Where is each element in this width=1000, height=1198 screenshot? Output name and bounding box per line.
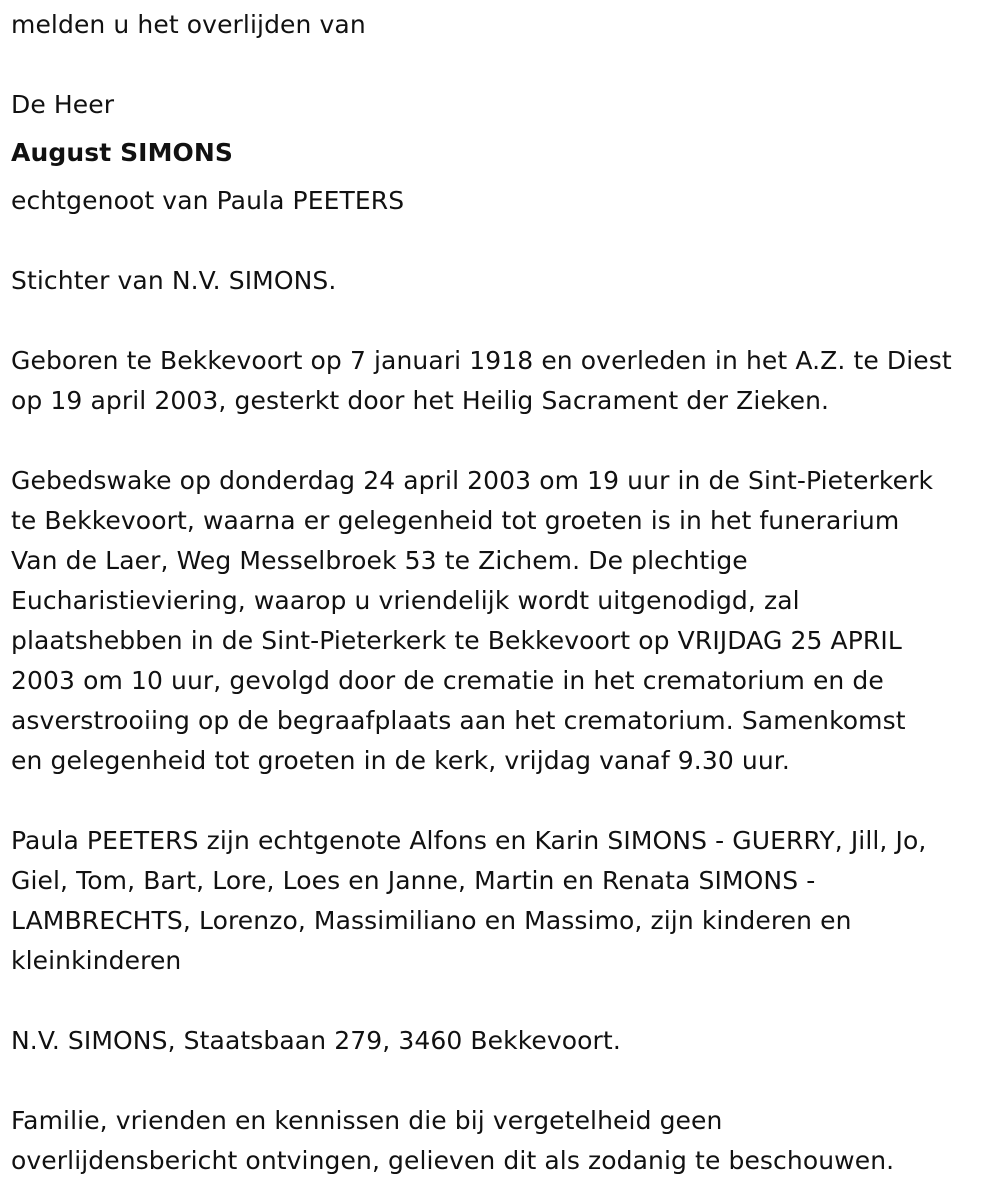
family-paragraph: [11, 821, 926, 981]
paragraph-line: plaatshebben in de Sint-Pieterkerk te Bekkevoort op VRIJDAG 25 APRIL: [11, 626, 902, 655]
deceased-name: August SIMONS: [11, 138, 234, 167]
closing-paragraph: [11, 1101, 894, 1181]
ceremony-paragraph: [11, 461, 933, 781]
paragraph-line: Van de Laer, Weg Messelbroek 53 te Zichem. De plechtige: [11, 546, 748, 575]
paragraph-line: asverstrooiing op de begraafplaats aan het crematorium. Samenkomst: [11, 706, 906, 735]
paragraph-line: Geboren te Bekkevoort op 7 januari 1918 en overleden in het A.Z. te Diest: [11, 346, 952, 375]
paragraph-line: Giel, Tom, Bart, Lore, Loes en Janne, Martin en Renata SIMONS -: [11, 866, 816, 895]
paragraph-line: LAMBRECHTS, Lorenzo, Massimiliano en Massimo, zijn kinderen en: [11, 906, 852, 935]
address-line: N.V. SIMONS, Staatsbaan 279, 3460 Bekkevoort.: [11, 1026, 621, 1055]
paragraph-line: te Bekkevoort, waarna er gelegenheid tot groeten is in het funerarium: [11, 506, 900, 535]
paragraph-line: Paula PEETERS zijn echtgenote Alfons en Karin SIMONS - GUERRY, Jill, Jo,: [11, 826, 927, 855]
paragraph-line: Gebedswake op donderdag 24 april 2003 om 19 uur in de Sint-Pieterkerk: [11, 466, 934, 495]
birth-death-paragraph: [11, 341, 952, 421]
intro-text: melden u het overlijden van: [11, 10, 366, 39]
paragraph-line: kleinkinderen: [11, 946, 182, 975]
paragraph-line: en gelegenheid tot groeten in de kerk, vrijdag vanaf 9.30 uur.: [11, 746, 790, 775]
paragraph-line: overlijdensbericht ontvingen, gelieven dit als zodanig te beschouwen.: [11, 1146, 895, 1175]
paragraph-line: Familie, vrienden en kennissen die bij vergetelheid geen: [11, 1106, 723, 1135]
honorific-title: De Heer: [11, 90, 115, 119]
paragraph-line: 2003 om 10 uur, gevolgd door de crematie in het crematorium en de: [11, 666, 884, 695]
paragraph-line: op 19 april 2003, gesterkt door het Heilig Sacrament der Zieken.: [11, 386, 830, 415]
paragraph-line: Eucharistieviering, waarop u vriendelijk wordt uitgenodigd, zal: [11, 586, 800, 615]
founder-line: Stichter van N.V. SIMONS.: [11, 266, 337, 295]
spouse-line: echtgenoot van Paula PEETERS: [11, 186, 405, 215]
